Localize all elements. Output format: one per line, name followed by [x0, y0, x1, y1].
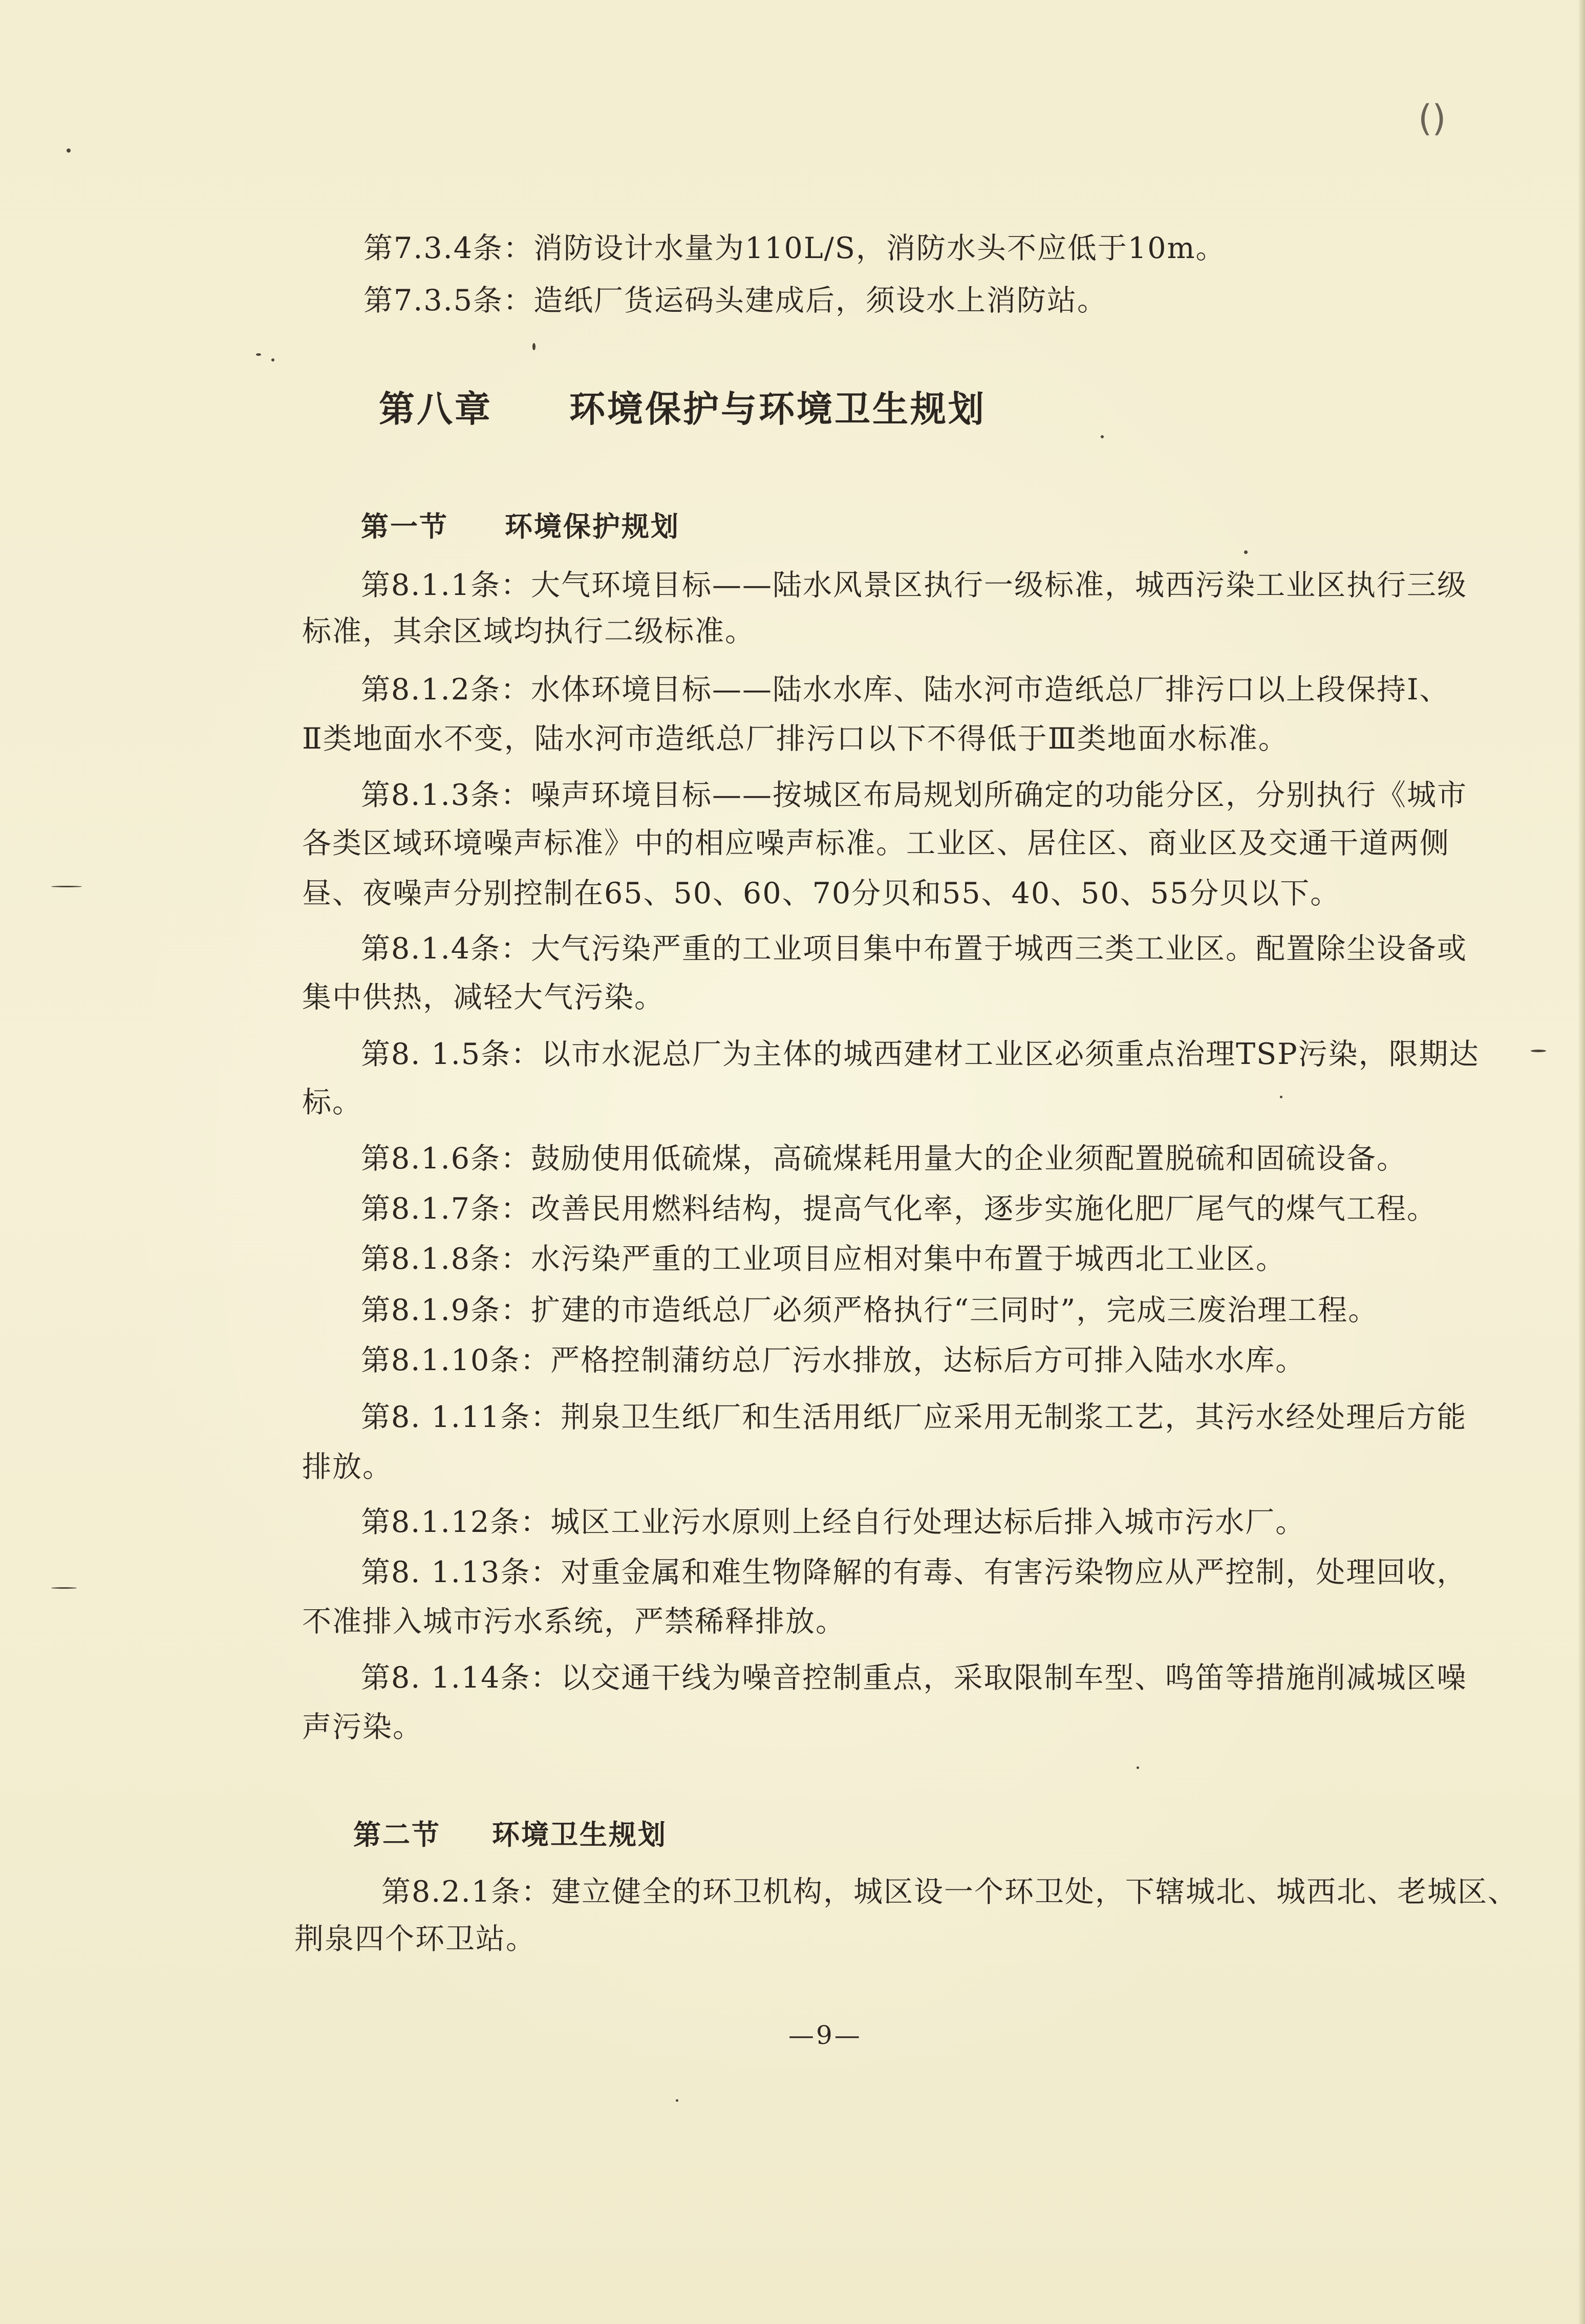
page-number: —9— — [788, 2020, 862, 2050]
section-1-line: 各类区域环境噪声标准》中的相应噪声标准。工业区、居住区、商业区及交通干道两侧 — [302, 826, 1450, 860]
section-1-line: 第8.1.10条：严格控制蒲纺总厂污水排放，达标后方可排入陆水水库。 — [361, 1344, 1306, 1377]
scan-speck — [67, 148, 71, 153]
section-1-line: 第8.1.8条：水污染严重的工业项目应相对集中布置于城西北工业区。 — [361, 1242, 1287, 1276]
section-1-line: 标。 — [302, 1085, 362, 1119]
scan-speck — [676, 2099, 678, 2102]
section-1-line: 第8.1.4条：大气污染严重的工业项目集中布置于城西三类工业区。配置除尘设备或 — [361, 932, 1468, 966]
section-1-line: 第8.1.12条：城区工业污水原则上经自行处理达标后排入城市污水厂。 — [361, 1505, 1306, 1539]
chapter-title: 环境保护与环境卫生规划 — [569, 388, 986, 430]
scan-speck — [256, 353, 261, 356]
section-1-line: 第8.1.6条：鼓励使用低硫煤，高硫煤耗用量大的企业须配置脱硫和固硫设备。 — [361, 1142, 1407, 1176]
section-1-line: 第8. 1.14条：以交通干线为噪音控制重点，采取限制车型、鸣笛等措施削减城区噪 — [361, 1661, 1467, 1695]
scan-speck — [1280, 1096, 1282, 1098]
section-2-line: 第8.2.1条：建立健全的环卫机构，城区设一个环卫处，下辖城北、城西北、老城区、 — [381, 1875, 1518, 1909]
scan-speck — [1531, 1050, 1546, 1052]
section-1-line: Ⅱ类地面水不变，陆水河市造纸总厂排污口以下不得低于Ⅲ类地面水标准。 — [302, 722, 1289, 756]
section-1-heading — [361, 508, 680, 544]
scan-speck — [1244, 550, 1248, 554]
section-1-line: 第8.1.2条：水体环境目标——陆水水库、陆水河市造纸总厂排污口以上段保持Ⅰ、 — [361, 673, 1450, 707]
section-1-line: 昼、夜噪声分别控制在65、50、60、70分贝和55、40、50、55分贝以下。 — [302, 877, 1341, 910]
clause-7-3-4: 第7.3.4条：消防设计水量为110L/S，消防水头不应低于10m。 — [363, 231, 1226, 265]
section-1-line: 集中供热，减轻大气污染。 — [302, 980, 665, 1014]
section-1-line: 第8.1.9条：扩建的市造纸总厂必须严格执行“三同时”，完成三废治理工程。 — [361, 1293, 1379, 1327]
scan-speck — [1101, 435, 1104, 438]
section-2-number: 第二节 — [353, 1818, 441, 1851]
chapter-heading — [379, 388, 986, 431]
page-corner-mark: () — [1418, 97, 1446, 139]
section-2-line: 荆泉四个环卫站。 — [294, 1922, 536, 1956]
scan-speck — [51, 1587, 77, 1589]
section-1-line: 第8. 1.5条：以市水泥总厂为主体的城西建材工业区必须重点治理TSP污染，限期达 — [361, 1037, 1480, 1071]
section-1-line: 第8.1.3条：噪声环境目标——按城区布局规划所确定的功能分区，分别执行《城市 — [361, 778, 1468, 812]
section-1-title: 环境保护规划 — [505, 510, 680, 543]
section-1-line: 标准，其余区域均执行二级标准。 — [302, 614, 755, 648]
section-1-line: 第8.1.7条：改善民用燃料结构，提高气化率，逐步实施化肥厂尾气的煤气工程。 — [361, 1192, 1438, 1226]
section-1-line: 第8. 1.11条：荆泉卫生纸厂和生活用纸厂应采用无制浆工艺，其污水经处理后方能 — [361, 1400, 1467, 1434]
scan-speck — [51, 886, 82, 887]
page-edge-shadow — [1578, 0, 1585, 2324]
section-1-number: 第一节 — [361, 510, 448, 543]
section-1-line: 声污染。 — [302, 1710, 423, 1744]
section-1-line: 第8.1.1条：大气环境目标——陆水风景区执行一级标准，城西污染工业区执行三级 — [361, 568, 1468, 602]
scan-speck — [271, 358, 274, 361]
section-1-line: 第8. 1.13条：对重金属和难生物降解的有毒、有害污染物应从严控制，处理回收， — [361, 1555, 1467, 1589]
section-1-line: 排放。 — [302, 1450, 393, 1484]
section-2-heading — [353, 1817, 667, 1852]
clause-7-3-5: 第7.3.5条：造纸厂货运码头建成后，须设水上消防站。 — [363, 284, 1108, 317]
section-1-line: 不准排入城市污水系统，严禁稀释排放。 — [302, 1605, 846, 1638]
scan-speck — [1137, 1766, 1139, 1769]
scan-speck — [532, 343, 536, 350]
chapter-number: 第八章 — [379, 388, 492, 430]
section-2-title: 环境卫生规划 — [492, 1818, 667, 1851]
